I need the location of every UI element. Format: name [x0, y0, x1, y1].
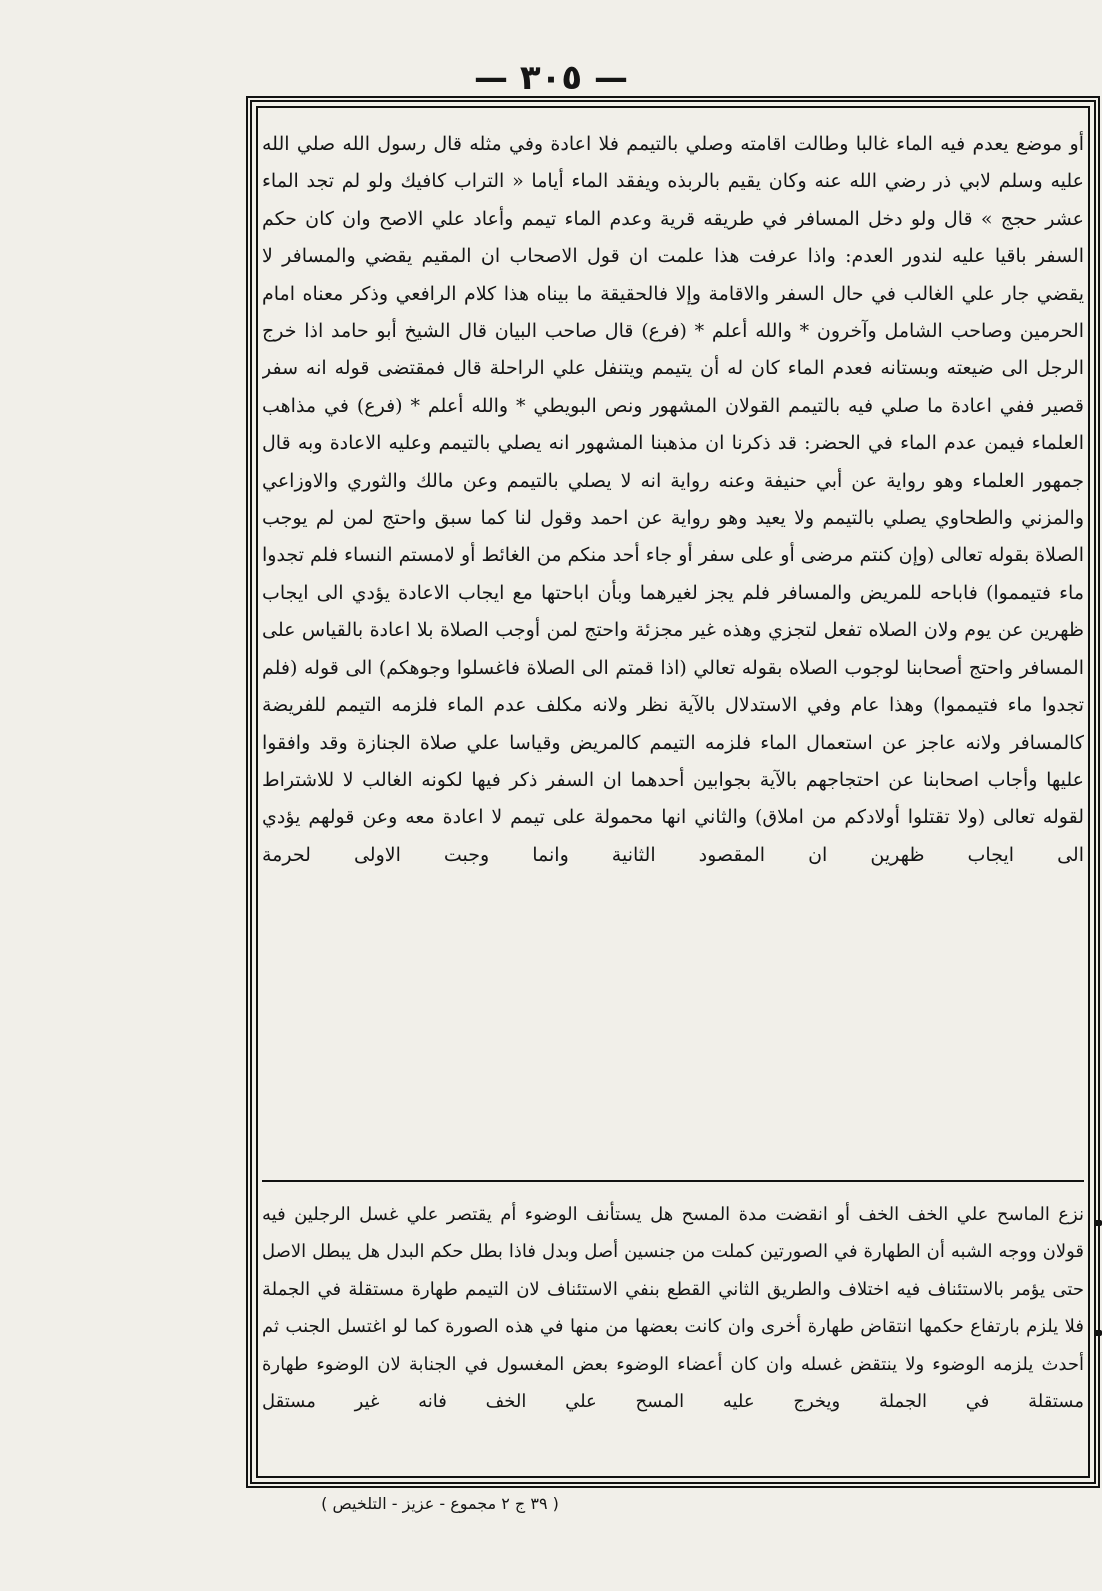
footnote-text-body: نزع الماسح علي الخف الخف أو انقضت مدة المسح هل يستأنف الوضوء أم يقتصر علي غسل الرجلين فيه قولان ووجه الشبه أن الطهارة في الصورتين كملت من جنسين أصل وبدل فاذا بطل حكم البدل هل يبطل الاصل حتى يؤمر بالاستئناف فيه اختلاف والطريق الثاني القطع بنفي الاستئناف لان التيمم طهارة مستقلة في الجملة فلا يلزم بارتفاع حكمها انتقاض طهارة أخرى وان كانت بعضها من منها في هذه الصورة كما لو اغتسل الجنب ثم أحدث يلزمه الوضوء ولا ينتقض غسله وان كان أعضاء الوضوء بعض المغسول في الجنابة لان الوضوء طهارة مستقلة في الجملة ويخرج عليه المسح علي الخف فانه غير مستقل — [262, 1204, 1084, 1413]
footnote-text — [262, 1196, 1084, 1464]
main-text — [262, 126, 1084, 1174]
scan-edge-mark — [1094, 1330, 1102, 1336]
printer-signature: ( ٣٩ ج ٢ مجموع - عزيز - التلخيص ) — [321, 1494, 559, 1513]
page-number: — ٣٠٥ — — [474, 58, 628, 98]
main-text-body: أو موضع يعدم فيه الماء غالبا وطالت اقامته وصلي بالتيمم فلا اعادة وفي مثله قال رسول الله صلي الله عليه وسلم لابي ذر رضي الله عنه وكان يقيم بالربذه ويفقد الماء أياما « التراب كافيك ولو لم تجد الماء عشر حجج » قال ولو دخل المسافر في طريقه قرية وعدم الماء تيمم وأعاد علي الاصح وان كان حكم السفر باقيا عليه لندور العدم: واذا عرفت هذا علمت ان قول الاصحاب ان المقيم يقضي والمسافر لا يقضي جار علي الغالب في حال السفر والاقامة وإلا فالحقيقة ما بيناه هذا كلام الرافعي وذكر معناه امام الحرمين وصاحب الشامل وآخرون * والله أعلم * (فرع) قال صاحب البيان قال الشيخ أبو حامد اذا خرج الرجل الى ضيعته وبستانه فعدم الماء كان له أن يتيمم ويتنفل علي الراحلة قال فمقتضى قوله انه سفر قصير ففي اعادة ما صلي فيه بالتيمم القولان المشهور ونص البويطي * والله أعلم * (فرع) في مذاهب العلماء فيمن عدم الماء في الحضر: قد ذكرنا ان مذهبنا المشهور انه يصلي بالتيمم وعليه الاعادة وبه قال جمهور العلماء وهو رواية عن أبي حنيفة وعنه رواية انه لا يصلي بالتيمم وعن مالك والثوري والاوزاعي والمزني والطحاوي يصلي بالتيمم ولا يعيد وهو رواية عن احمد وقول لنا كما سبق واحتج لمن لم يوجب الصلاة بقوله تعالى (وإن كنتم مرضى أو على سفر أو جاء أحد منكم من الغائط أو لامستم النساء فلم تجدوا ماء فتيمموا) فاباحه للمريض والمسافر فلم يجز لغيرهما وبأن اباحتها مع ايجاب الاعادة يؤدي الى ايجاب ظهرين عن يوم ولان الصلاه تفعل لتجزي وهذه غير مجزئة واحتج لمن أوجب الصلاة بلا اعادة بالقياس على المسافر واحتج أصحابنا لوجوب الصلاه بقوله تعالي (اذا قمتم الى الصلاة فاغسلوا وجوهكم) الى قوله (فلم تجدوا ماء فتيمموا) وهذا عام وفي الاستدلال بالآية نظر ولانه مكلف عدم الماء فلزمه التيمم للفريضة كالمسافر ولانه عاجز عن استعمال الماء فلزمه التيمم كالمريض وقياسا علي صلاة الجنازة وقد وافقوا عليها وأجاب اصحابنا عن احتجاجهم بالآية بجوابين أحدهما ان السفر ذكر فيها لكونه الغالب لا للاشتراط لقوله تعالى (ولا تقتلوا أولادكم من املاق) والثاني انها محمولة على تيمم لا اعادة معه وعن قولهم يؤدي الى ايجاب ظهرين ان المقصود الثانية وانما وجبت الاولى لحرمة — [262, 133, 1084, 866]
scan-edge-mark — [1094, 1220, 1102, 1226]
footnote-divider — [262, 1180, 1084, 1182]
